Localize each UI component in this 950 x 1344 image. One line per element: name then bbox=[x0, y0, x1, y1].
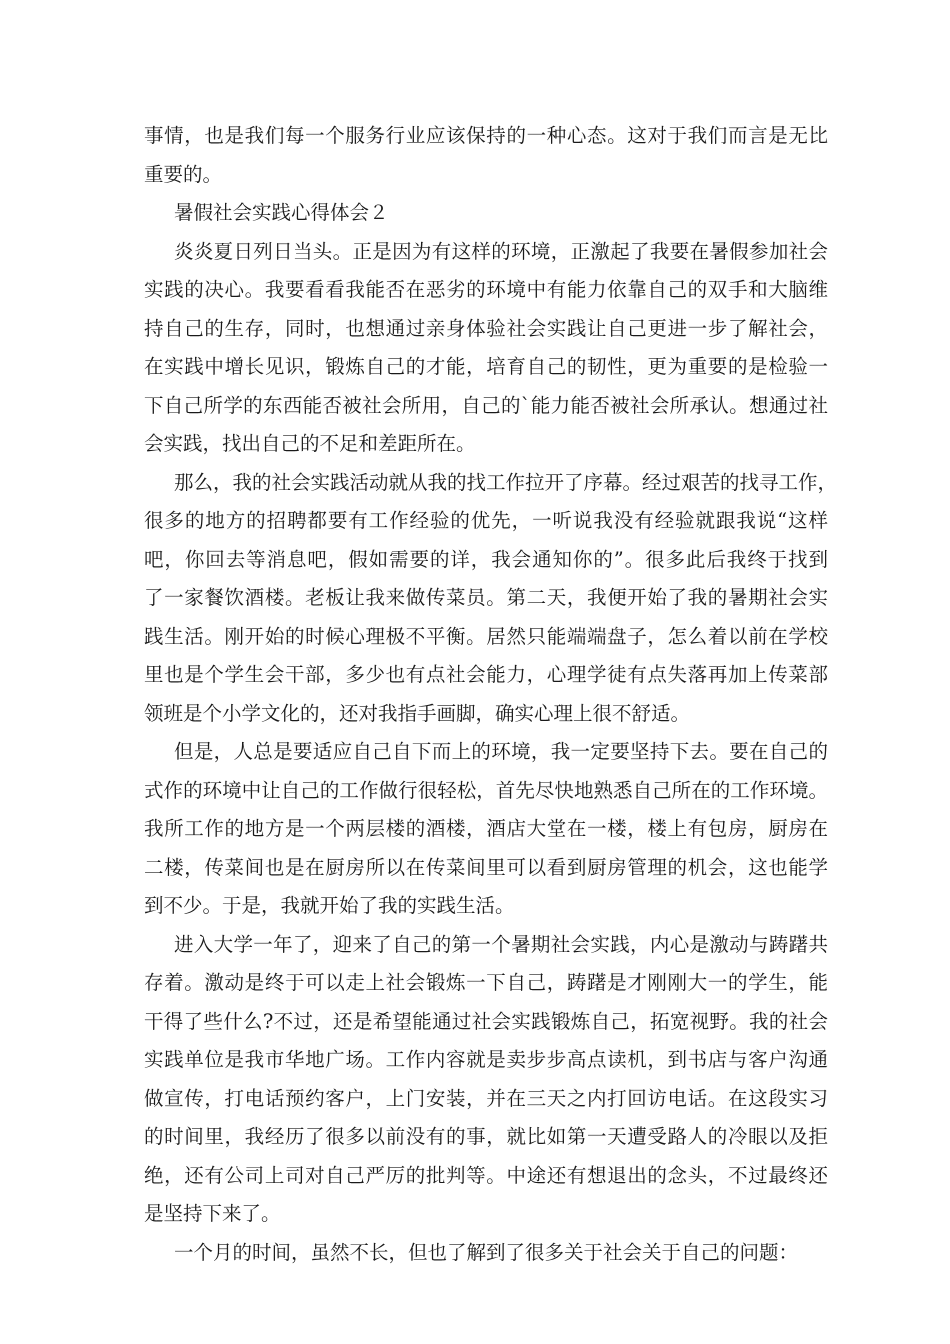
text-line: 我所工作的地方是一个两层楼的酒楼，酒店大堂在一楼，楼上有包房，厨房在 bbox=[144, 817, 828, 840]
text-line: 里也是个学生会干部，多少也有点社会能力，心理学徒有点失落再加上传菜部 bbox=[144, 663, 828, 686]
text-line: 进入大学一年了，迎来了自己的第一个暑期社会实践，内心是激动与踌躇共 bbox=[174, 932, 828, 956]
paragraph-continuation bbox=[144, 117, 828, 194]
text-line: 但是，人总是要适应自己自下而上的环境，我一定要坚持下去。要在自己的 bbox=[174, 740, 828, 763]
paragraph bbox=[144, 464, 838, 734]
text-line: 是坚持下来了。 bbox=[144, 1202, 281, 1225]
text-line: 的时间里，我经历了很多以前没有的事，就比如第一天遭受路人的冷眼以及拒 bbox=[144, 1125, 828, 1148]
text-line: 很多的地方的招聘都要有工作经验的优先，一听说我没有经验就跟我说“这样 bbox=[144, 509, 828, 532]
text-line: 存着。激动是终于可以走上社会锻炼一下自己，踌躇是才刚刚大一的学生，能 bbox=[144, 971, 828, 994]
text-line: 式作的环境中让自己的工作做行很轻松，首先尽快地熟悉自己所在的工作环境。 bbox=[144, 778, 828, 802]
text-line: 在实践中增长见识，锻炼自己的才能，培育自己的韧性，更为重要的是检验一 bbox=[144, 355, 828, 378]
text-line: 一个月的时间，虽然不长，但也了解到了很多关于社会关于自己的问题： bbox=[174, 1240, 799, 1264]
text-line: 炎炎夏日列日当头。正是因为有这样的环境，正激起了我要在暑假参加社会 bbox=[174, 239, 828, 263]
text-line: 二楼，传菜间也是在厨房所以在传菜间里可以看到厨房管理的机会，这也能学 bbox=[144, 855, 828, 879]
section-heading bbox=[144, 194, 828, 233]
text-line: 下自己所学的东西能否被社会所用，自己的`能力能否被社会所承认。想通过社 bbox=[144, 393, 828, 417]
text-line: 做宣传，打电话预约客户，上门安装，并在三天之内打回访电话。在这段实习 bbox=[144, 1086, 828, 1110]
text-line: 实践的决心。我要看看我能否在恶劣的环境中有能力依靠自己的双手和大脑维 bbox=[144, 278, 828, 301]
text-line: 事情，也是我们每一个服务行业应该保持的一种心态。这对于我们而言是无比 bbox=[144, 124, 828, 147]
text-line: 领班是个小学文化的，还对我指手画脚，确实心理上很不舒适。 bbox=[144, 701, 691, 725]
text-line: 了一家餐饮酒楼。老板让我来做传菜员。第二天，我便开始了我的暑期社会实 bbox=[144, 586, 828, 609]
text-line: 重要的。 bbox=[144, 162, 223, 186]
paragraph bbox=[144, 233, 828, 464]
heading-text: 暑假社会实践心得体会２ bbox=[174, 201, 389, 224]
text-line: 实践单位是我市华地广场。工作内容就是卖步步高点读机，到书店与客户沟通 bbox=[144, 1048, 828, 1071]
paragraph bbox=[144, 733, 828, 926]
text-line: 绝，还有公司上司对自己严厉的批判等。中途还有想退出的念头，不过最终还 bbox=[144, 1163, 828, 1187]
paragraph bbox=[144, 1234, 828, 1273]
text-line: 那么，我的社会实践活动就从我的找工作拉开了序幕。经过艰苦的找寻工作， bbox=[174, 470, 838, 494]
text-line: 干得了些什么?不过，还是希望能通过社会实践锻炼自己，拓宽视野。我的社会 bbox=[144, 1009, 828, 1033]
text-line: 持自己的生存，同时，也想通过亲身体验社会实践让自己更进一步了解社会， bbox=[144, 316, 828, 340]
document-body bbox=[144, 117, 838, 1272]
text-line: 会实践，找出自己的不足和差距所在。 bbox=[144, 432, 476, 455]
paragraph bbox=[144, 926, 828, 1234]
text-line: 吧，你回去等消息吧，假如需要的详，我会通知你的”。很多此后我终于找到 bbox=[144, 547, 828, 571]
text-line: 践生活。刚开始的时候心理极不平衡。居然只能端端盘子，怎么着以前在学校 bbox=[144, 624, 828, 648]
text-line: 到不少。于是，我就开始了我的实践生活。 bbox=[144, 894, 515, 917]
